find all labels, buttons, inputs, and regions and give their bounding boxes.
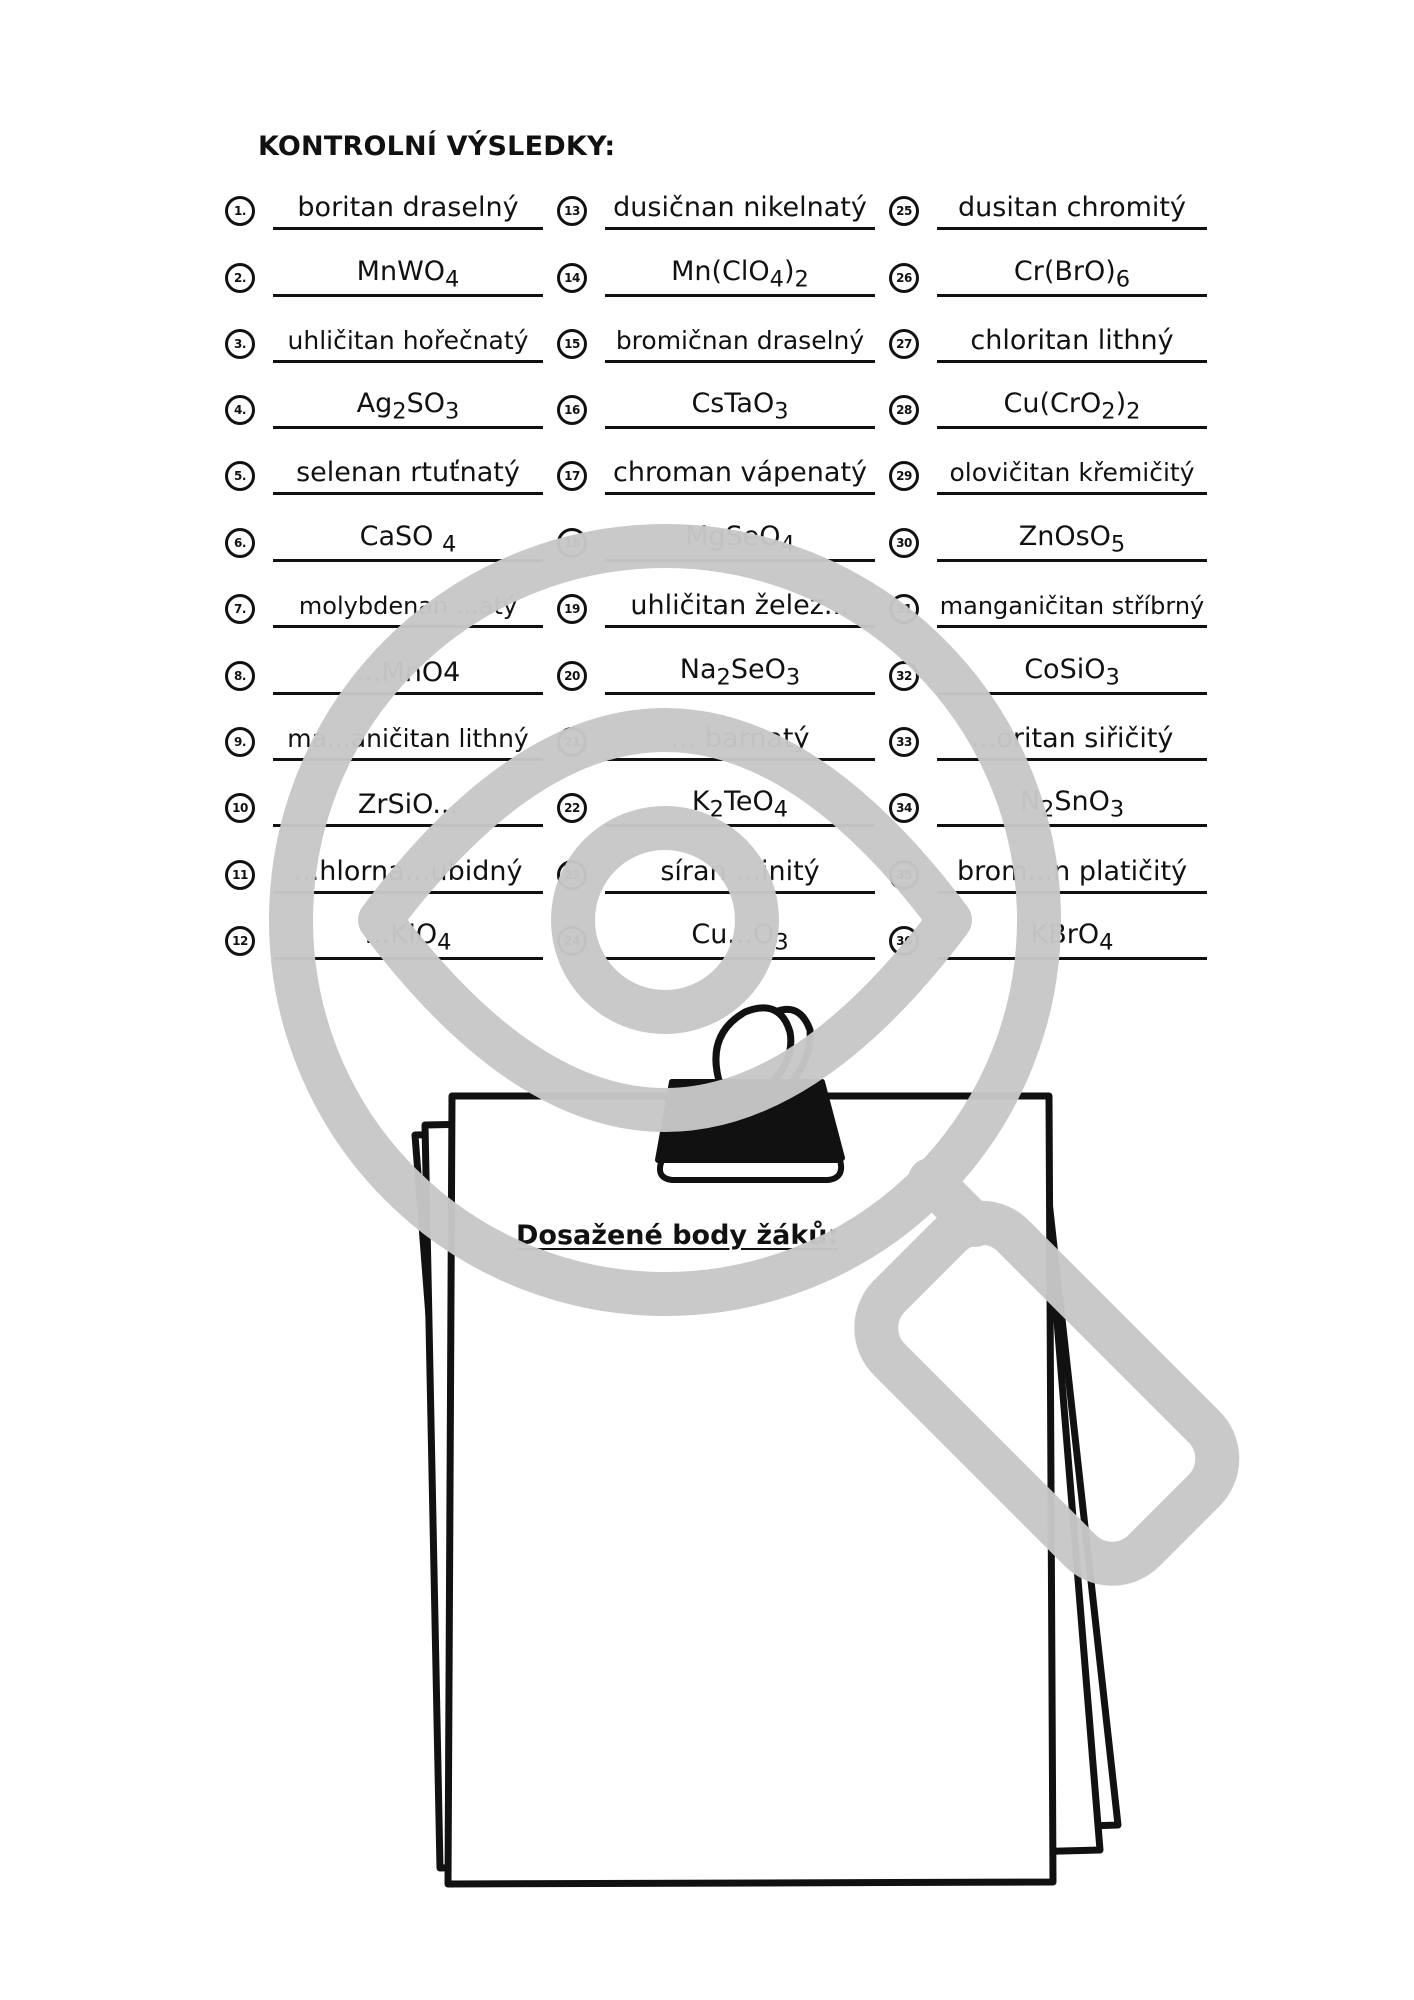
number-badge: 1.	[225, 196, 255, 226]
answer-field: selenan rtuťnatý	[273, 453, 543, 495]
answer-field: ma...aničitan lithný	[273, 719, 543, 761]
answer-field: chloritan lithný	[937, 321, 1207, 363]
formula: ZnOsO$_5$	[1018, 521, 1126, 558]
number-badge: 17	[557, 461, 587, 491]
answer-field: ... barnatý	[605, 719, 875, 761]
answer-field: dusičnan nikelnatý	[605, 188, 875, 230]
number-badge: 31	[889, 594, 919, 624]
answer-field: chroman vápenatý	[605, 453, 875, 495]
formula: $K_2TeO_4$	[691, 786, 789, 823]
formula: CoSiO$_3$	[1024, 654, 1120, 691]
number-badge: 13	[557, 196, 587, 226]
formula: $...KIO_4$	[364, 919, 452, 956]
number-badge: 32	[889, 661, 919, 691]
number-badge: 6.	[225, 528, 255, 558]
formula: CsTaO$_3$	[691, 388, 789, 425]
answer-field: dusitan chromitý	[937, 188, 1207, 230]
number-badge: 14	[557, 263, 587, 293]
number-badge: 25	[889, 196, 919, 226]
answer-field: olovičitan křemičitý	[937, 453, 1207, 495]
answer-field: bromičnan draselný	[605, 321, 875, 363]
number-badge: 22	[557, 793, 587, 823]
formula: $Na_2SeO_3$	[679, 654, 801, 691]
number-badge: 11	[225, 860, 255, 890]
number-badge: 19	[557, 594, 587, 624]
number-badge: 27	[889, 329, 919, 359]
formula: MnWO$_4$	[356, 256, 460, 293]
formula: MgSeO$_4$	[685, 521, 795, 558]
answer-field: molybdenan ...atý	[273, 586, 543, 628]
answer-field: boritan draselný	[273, 188, 543, 230]
answer-field: brom...n platičitý	[937, 852, 1207, 894]
number-badge: 4.	[225, 395, 255, 425]
number-badge: 18	[557, 528, 587, 558]
number-badge: 29	[889, 461, 919, 491]
number-badge: 33	[889, 727, 919, 757]
answer-field: ...oritan siřičitý	[937, 719, 1207, 761]
number-badge: 24	[557, 926, 587, 956]
formula: $Cu(CrO_2)_2$	[1003, 388, 1141, 425]
answer-field: uhličitan želez...	[605, 586, 875, 628]
formula: $Mn(ClO_4)_2$	[671, 256, 809, 293]
number-badge: 23	[557, 860, 587, 890]
answer-field: ...hlorna...ubidný	[273, 852, 543, 894]
number-badge: 34	[889, 793, 919, 823]
number-badge: 16	[557, 395, 587, 425]
number-badge: 15	[557, 329, 587, 359]
number-badge: 7.	[225, 594, 255, 624]
answer-field: uhličitan hořečnatý	[273, 321, 543, 363]
number-badge: 8.	[225, 661, 255, 691]
formula: $Cr(BrO)_6$	[1013, 256, 1131, 293]
formula: $N_2SnO_3$	[1019, 786, 1125, 823]
answer-field: síran ...initý	[605, 852, 875, 894]
formula: CaSO $_4$	[359, 521, 457, 558]
number-badge: 28	[889, 395, 919, 425]
scores-heading: Dosažené body žáků:	[516, 1220, 839, 1251]
number-badge: 9.	[225, 727, 255, 757]
answer-field: ...MnO4	[273, 653, 543, 695]
number-badge: 10	[225, 793, 255, 823]
answer-field: ZrSiO...	[273, 785, 543, 827]
number-badge: 36	[889, 926, 919, 956]
number-badge: 35	[889, 860, 919, 890]
number-badge: 2.	[225, 263, 255, 293]
number-badge: 26	[889, 263, 919, 293]
number-badge: 20	[557, 661, 587, 691]
page-title: KONTROLNÍ VÝSLEDKY:	[258, 131, 616, 162]
formula: $Cu...O_3$	[691, 919, 789, 956]
number-badge: 3.	[225, 329, 255, 359]
formula: $Ag_2SO_3$	[356, 388, 460, 425]
number-badge: 21	[557, 727, 587, 757]
number-badge: 30	[889, 528, 919, 558]
formula: KBrO$_4$	[1030, 919, 1114, 956]
answer-field: manganičitan stříbrný	[937, 586, 1207, 628]
number-badge: 5.	[225, 461, 255, 491]
number-badge: 12	[225, 926, 255, 956]
